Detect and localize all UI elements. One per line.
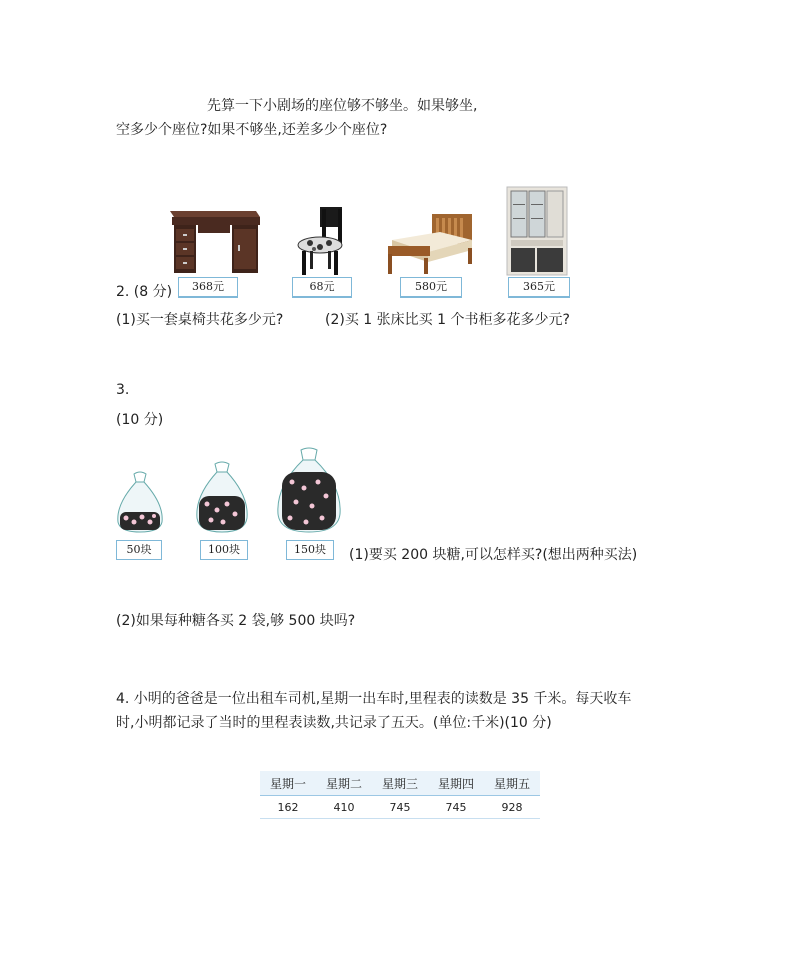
desk-image (166, 205, 262, 277)
bag-50-label: 50块 (116, 540, 162, 560)
chair-image (296, 205, 348, 277)
q3-sub1: (1)要买 200 块糖,可以怎样买?(想出两种买法) (349, 547, 638, 563)
q3-score: (10 分) (116, 412, 164, 428)
chair-price-tag: 68元 (292, 277, 352, 298)
table-header: 星期一 (260, 771, 316, 796)
table-header: 星期三 (372, 771, 428, 796)
q4-line2: 时,小明都记录了当时的里程表读数,共记录了五天。(单位:千米)(10 分) (116, 715, 552, 731)
bookcase-image (506, 186, 568, 276)
bag-100-label: 100块 (200, 540, 248, 560)
table-cell: 928 (484, 796, 540, 819)
q4-line1: 4. 小明的爸爸是一位出租车司机,星期一出车时,里程表的读数是 35 千米。每天收车 (116, 691, 632, 707)
table-header-row (260, 771, 540, 796)
bed-image (382, 210, 478, 276)
q3-sub2: (2)如果每种糖各买 2 袋,够 500 块吗? (116, 613, 356, 629)
q2-sub1: (1)买一套桌椅共花多少元? (116, 312, 284, 328)
table-cell: 410 (316, 796, 372, 819)
table-cell: 745 (428, 796, 484, 819)
table-cell: 162 (260, 796, 316, 819)
table-header: 星期四 (428, 771, 484, 796)
table-row (260, 796, 540, 819)
candy-bag-large-image (274, 446, 344, 534)
bed-price-tag: 580元 (400, 277, 462, 298)
q1-line1: 先算一下小剧场的座位够不够坐。如果够坐, (207, 98, 478, 114)
candy-bag-medium-image (193, 460, 251, 534)
table-cell: 745 (372, 796, 428, 819)
bag-150-label: 150块 (286, 540, 334, 560)
q2-sub2: (2)买 1 张床比买 1 个书柜多花多少元? (325, 312, 570, 328)
odometer-table (260, 771, 540, 819)
desk-price-tag: 368元 (178, 277, 238, 298)
q2-heading: 2. (8 分) (116, 284, 173, 300)
candy-bag-small-image (114, 470, 166, 534)
bookcase-price-tag: 365元 (508, 277, 570, 298)
q1-line2: 空多少个座位?如果不够坐,还差多少个座位? (116, 122, 388, 138)
table-header: 星期五 (484, 771, 540, 796)
table-header: 星期二 (316, 771, 372, 796)
q3-number: 3. (116, 382, 130, 398)
